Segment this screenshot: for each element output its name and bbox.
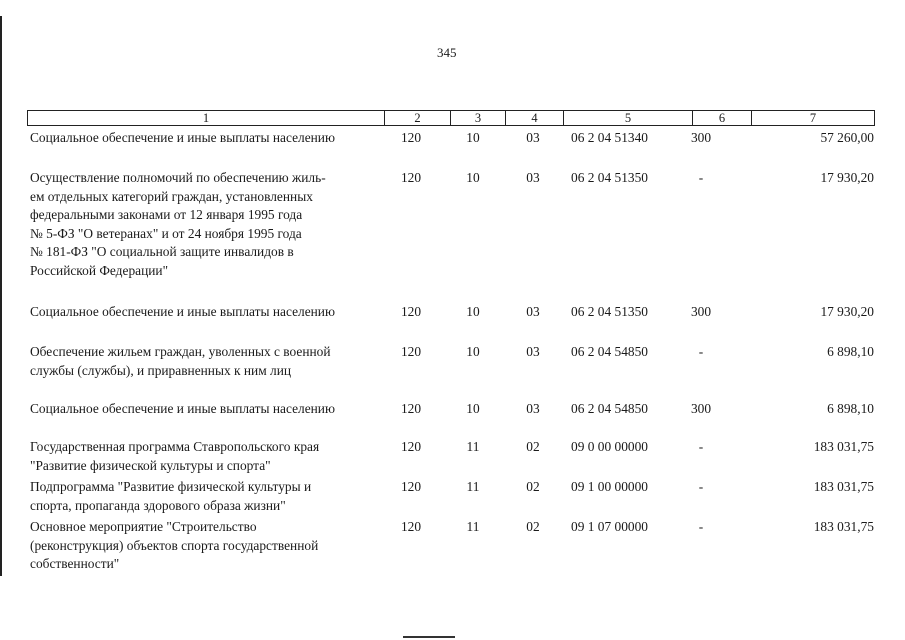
cell-col-5: 06 2 04 51340 [571, 130, 648, 145]
cell-col-3: 10 [466, 344, 480, 359]
cell-amount: 17 930,20 [820, 170, 874, 185]
cell-col-4: 02 [526, 479, 540, 494]
cell-col-3: 11 [466, 479, 480, 494]
cell-col-3: 10 [466, 304, 480, 319]
row-label-line: Осуществление полномочий по обеспечению жиль- [30, 170, 326, 185]
cell-col-4: 02 [526, 439, 540, 454]
cell-amount: 17 930,20 [820, 304, 874, 319]
row-label [30, 438, 382, 475]
cell-col-6: - [698, 439, 704, 454]
row-label-line: собственности" [30, 556, 120, 571]
cell-col-3: 11 [466, 439, 480, 454]
header-col-5: 5 [624, 111, 632, 125]
row-label-line: (реконструкция) объектов спорта государственной [30, 537, 319, 553]
cell-col-2: 120 [400, 130, 422, 145]
row-label-line: Обеспечение жильем граждан, уволенных с военной [30, 344, 331, 359]
cell-amount: 183 031,75 [813, 439, 874, 454]
cell-col-2: 120 [400, 519, 422, 534]
cell-col-2: 120 [400, 401, 422, 416]
cell-col-5: 06 2 04 54850 [571, 344, 648, 359]
header-col-2: 2 [414, 111, 421, 125]
cell-col-4: 03 [526, 170, 540, 185]
header-col-3: 3 [474, 111, 482, 125]
cell-col-2: 120 [400, 304, 422, 319]
row-label [30, 518, 382, 574]
cell-col-2: 120 [400, 479, 422, 494]
cell-col-5: 09 1 00 00000 [571, 479, 648, 494]
row-label-line: федеральными законами от 12 января 1995 года [30, 207, 303, 222]
cell-col-5: 06 2 04 51350 [571, 304, 648, 319]
header-col-1: 1 [202, 111, 210, 125]
cell-col-4: 03 [526, 130, 540, 145]
cell-col-3: 10 [466, 170, 480, 185]
row-label-line: Социальное обеспечение и иные выплаты населению [30, 401, 335, 416]
cell-col-3: 11 [466, 519, 480, 534]
cell-col-4: 03 [526, 401, 540, 416]
row-label [30, 343, 382, 380]
row-label-line: Социальное обеспечение и иные выплаты населению [30, 304, 335, 319]
row-label [30, 129, 382, 148]
row-label-line: № 181-ФЗ "О социальной защите инвалидов в [30, 244, 294, 259]
cell-col-2: 120 [400, 344, 422, 359]
cell-col-4: 03 [526, 344, 540, 359]
row-label [30, 478, 382, 515]
cell-col-2: 120 [400, 439, 422, 454]
row-label-line: Социальное обеспечение и иные выплаты населению [30, 130, 335, 145]
cell-col-6: 300 [690, 304, 712, 319]
cell-col-5: 09 0 00 00000 [571, 439, 648, 454]
row-label [30, 400, 382, 419]
row-label-line: № 5-ФЗ "О ветеранах" и от 24 ноября 1995 года [30, 225, 302, 241]
cell-col-3: 10 [466, 130, 480, 145]
page-number: 345 [437, 45, 457, 60]
row-label-line: Российской Федерации" [30, 262, 169, 278]
row-label-line: "Развитие физической культуры и спорта" [30, 457, 271, 473]
row-label-line: ем отдельных категорий граждан, установленных [30, 188, 313, 204]
cell-col-4: 03 [526, 304, 540, 319]
cell-col-4: 02 [526, 519, 540, 534]
cell-col-6: - [698, 519, 704, 534]
header-col-6: 6 [718, 111, 726, 125]
cell-col-2: 120 [400, 170, 422, 185]
cell-col-3: 10 [466, 401, 480, 416]
row-label-line: службы (службы), и приравненных к ним лиц [30, 362, 292, 378]
cell-amount: 183 031,75 [813, 519, 874, 534]
cell-col-6: - [698, 344, 704, 359]
row-label-line: Основное мероприятие "Строительство [30, 519, 257, 534]
row-label [30, 169, 382, 280]
cell-col-6: - [698, 479, 704, 494]
cell-col-5: 06 2 04 54850 [571, 401, 648, 416]
row-label-line: Подпрограмма "Развитие физической культуры и [30, 479, 312, 494]
cell-amount: 6 898,10 [827, 344, 874, 359]
header-col-4: 4 [531, 111, 538, 125]
cell-col-6: - [698, 170, 704, 185]
header-col-7: 7 [809, 111, 817, 125]
cell-amount: 57 260,00 [820, 130, 874, 145]
cell-amount: 6 898,10 [827, 401, 874, 416]
cell-amount: 183 031,75 [813, 479, 874, 494]
row-label-line: Государственная программа Ставропольского края [30, 439, 320, 454]
footer-mark [403, 636, 455, 638]
left-margin-rule [0, 16, 2, 576]
cell-col-5: 06 2 04 51350 [571, 170, 648, 185]
cell-col-6: 300 [690, 130, 712, 145]
cell-col-5: 09 1 07 00000 [571, 519, 648, 534]
cell-col-6: 300 [690, 401, 712, 416]
table-header [27, 110, 875, 126]
row-label-line: спорта, пропаганда здорового образа жизни" [30, 497, 286, 513]
row-label [30, 303, 382, 322]
